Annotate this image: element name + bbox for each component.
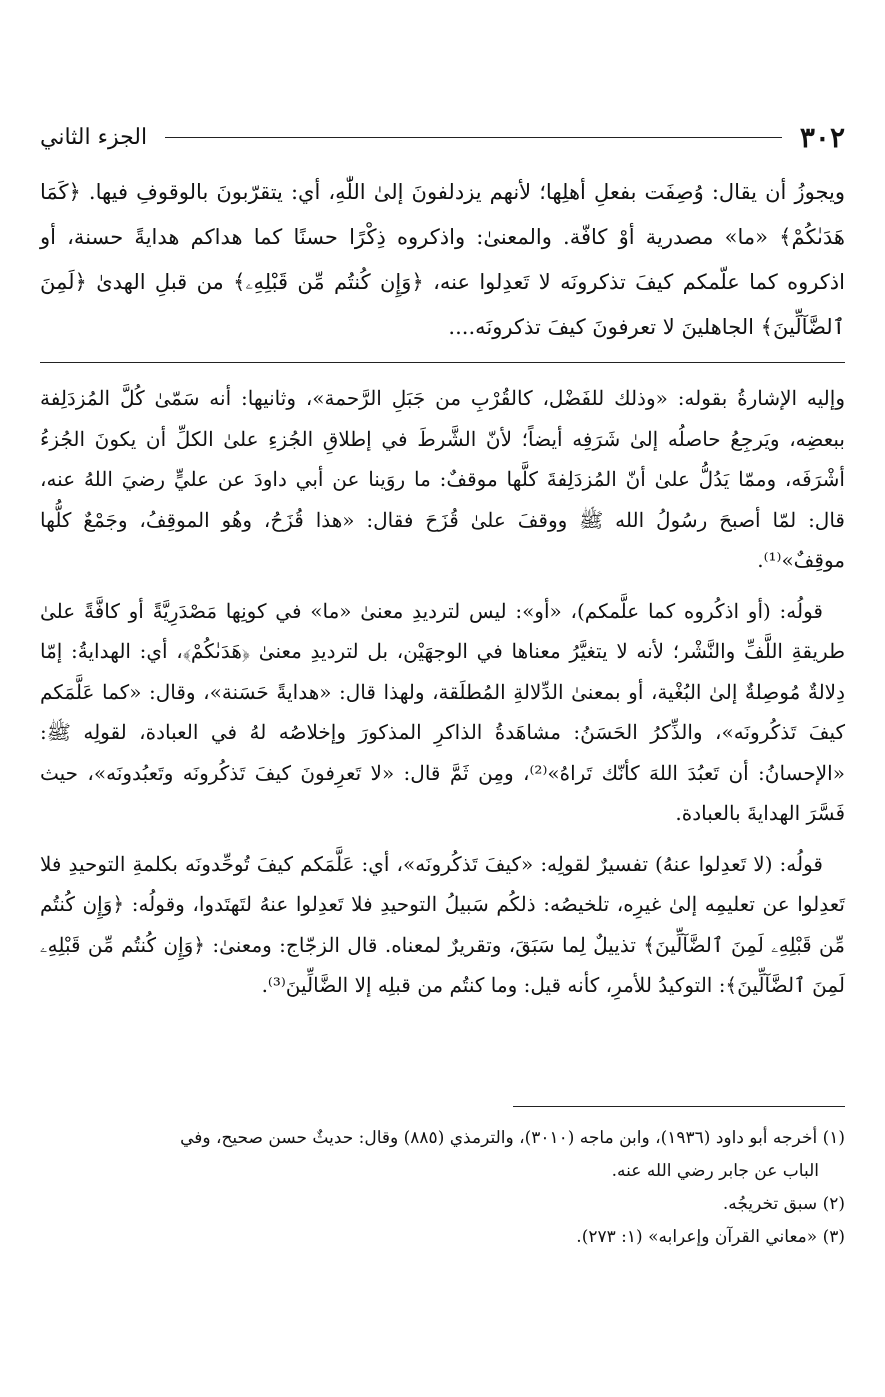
commentary-paragraph-3: قولُه: (لا تَعدِلوا عنهُ) تفسيرٌ لقولِه: «كيفَ تَذكُرونَه»، أي: عَلَّمَكم كيفَ تُوحِّدونَه بكلمةِ التوحيدِ فلا تَعدِلوا عن تعليمِه إلىٰ غيرِه، تلخيصُه: ذلكُم سَبيلُ التوحيدِ فلا تَعدِلوا عنهُ لتَهتَدوا، وقولُه: ﴿وَإِن كُنتُم مِّن قَبْلِهِۦ لَمِنَ ٱلضَّآلِّينَ﴾ تذييلٌ لِما سَبَقَ، وتقريرٌ لمعناه. قال الزجّاج: ومعنىٰ: ﴿وَإِن كُنتُم مِّن قَبْلِهِۦ لَمِنَ ٱلضَّآلِّينَ﴾: التوكيدُ للأمرِ، كأنه قيل: وما كنتُم من قبلِه إلا الضَّالِّينَ⁽³⁾. bbox=[40, 851, 845, 997]
commentary bbox=[40, 378, 845, 1006]
page-header bbox=[40, 112, 845, 162]
main-text: ويجوزُ أن يقال: وُصِفَت بفعلِ أهلِها؛ لأنهم يزدلفونَ إلىٰ اللّٰهِ، أي: يتقرّبونَ بالوقوفِ فيها. ﴿كَمَا هَدَىٰكُمْ﴾ «ما» مصدرية أوْ كافّة. والمعنىٰ: واذكروه ذِكْرًا حسنًا كما هداكم هدايةً حسنة، أو اذكروه كما علّمكم كيفَ تذكرونَه لا تَعدِلوا عنه، ﴿وَإِن كُنتُم مِّن قَبْلِهِۦ﴾ من قبلِ الهدىٰ ﴿لَمِنَ ٱلضَّآلِّينَ﴾ الجاهلينَ لا تعرفونَ كيفَ تذكرونَه.... bbox=[40, 180, 845, 339]
footnotes bbox=[40, 1122, 845, 1254]
footnote-1: (١) أخرجه أبو داود (١٩٣٦)، وابن ماجه (٣٠١٠)، والترمذي (٨٨٥) وقال: حديثٌ حسن صحيح، وفي bbox=[180, 1128, 845, 1148]
footnote-divider bbox=[513, 1106, 845, 1107]
footnote-1-continued: الباب عن جابر رضي الله عنه. bbox=[611, 1161, 819, 1181]
running-title: الجزء الثاني bbox=[40, 124, 148, 150]
main-text-divider bbox=[40, 362, 845, 363]
header-rule bbox=[165, 137, 782, 138]
commentary-paragraph-2: قولُه: (أو اذكُروه كما علَّمكم)، «أو»: ليس لترديدِ معنىٰ «ما» في كونِها مَصْدَرِيَّةً أو كافَّةً علىٰ طريقةِ اللَّفِّ والنَّشْر؛ لأنه لا يتغيَّرُ معناها في الوجهَيْن، بل لترديدِ معنىٰ ﴿هَدَىٰكُمْ﴾، أي: الهدايةُ: إمّا دِلالةٌ مُوصِلةٌ إلىٰ البُغْية، أو بمعنىٰ الدِّلالةِ المُطلَقة، ولهذا قال: «هدايةً حَسَنة»، وقال: «كما عَلَّمَكم كيفَ تَذكُرونَه»، والذِّكرُ الحَسَنُ: مشاهَدةُ الذاكرِ المذكورَ وإخلاصُه لهُ في العبادة، لقولِه ﷺ: «الإحسانُ: أن تَعبُدَ اللهَ كأنّك تَراهُ»⁽²⁾، ومِن ثَمَّ قال: «لا تَعرِفونَ كيفَ تَذكُرونَه وتَعبُدونَه»، حيث فَسَّرَ الهدايةَ بالعبادة. bbox=[40, 598, 845, 825]
page-number: ٣٠٢ bbox=[799, 120, 845, 154]
footnote-2: (٢) سبق تخريجُه. bbox=[722, 1194, 845, 1214]
commentary-paragraph-1: وإليه الإشارةُ بقوله: «وذلك للفَضْل، كالقُرْبِ من جَبَلِ الرَّحمة»، وثانيها: أنه سَمّىٰ كُلَّ المُزدَلِفة ببعضِه، ويَرجِعُ حاصلُه إلىٰ شَرَفِه أيضاً؛ لأنّ الشَّرطَ في إطلاقِ الجُزءِ علىٰ الكلِّ أن يكونَ الجُزءُ أشْرَفَه، وممّا يَدُلُّ علىٰ أنّ المُزدَلِفةَ كلَّها موقفٌ: ما روَينا عن أبي داودَ عن عليٍّ رضيَ اللهُ عنه، قال: لمّا أصبحَ رسُولُ الله ﷺ ووقفَ علىٰ قُزَحَ فقال: «هذا قُزَحُ، وهُو الموقِفُ، وجَمْعٌ كلُّها موقِفٌ»⁽¹⁾. bbox=[40, 386, 845, 572]
footnote-3: (٣) «معاني القرآن وإعرابه» (١: ٢٧٣). bbox=[576, 1227, 845, 1247]
